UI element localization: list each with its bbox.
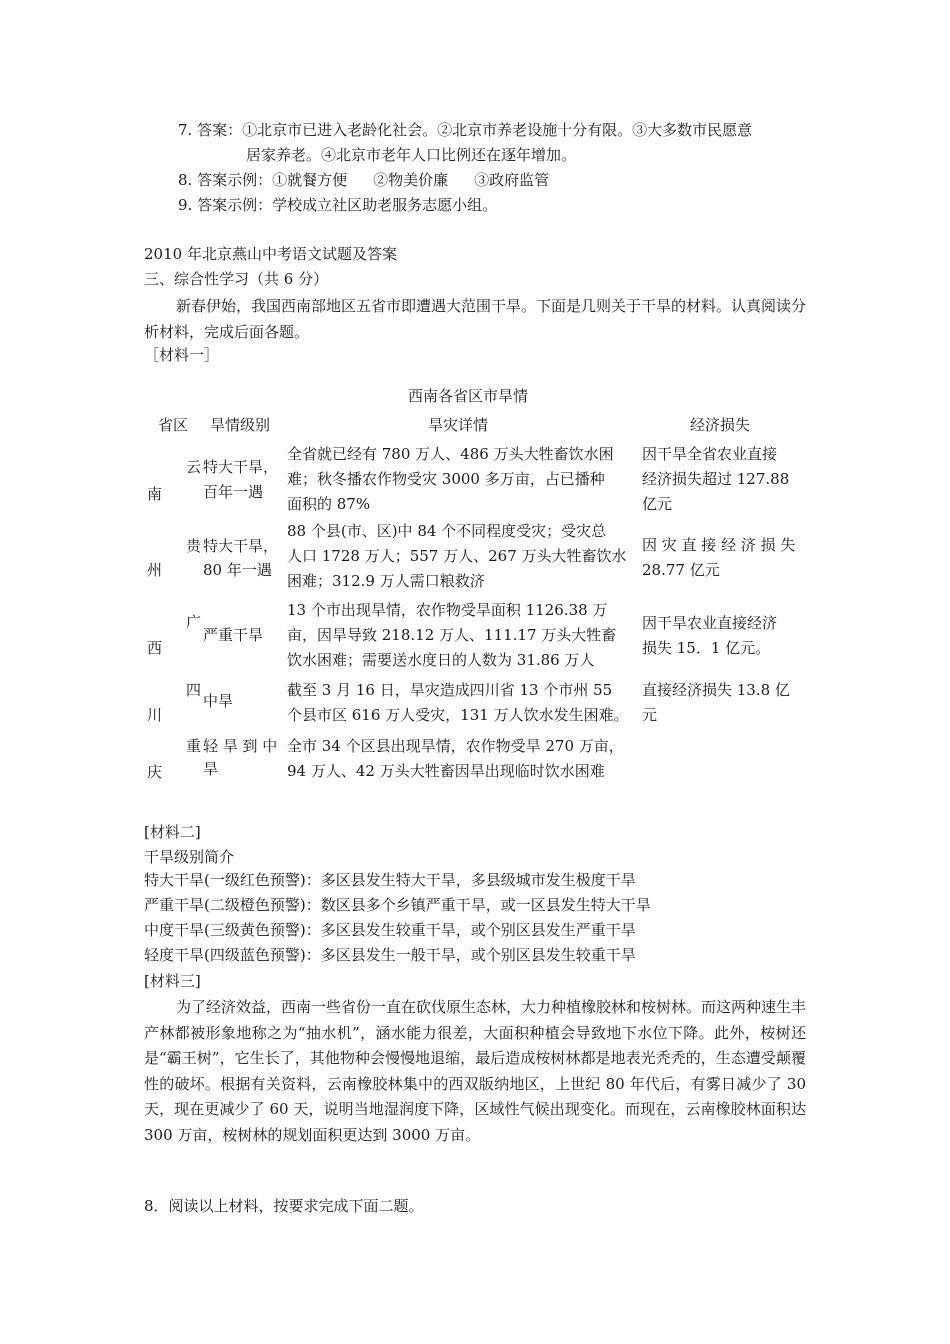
answer-7-line2: 居家养老。④北京市老年人口比例还在逐年增加。 — [246, 146, 577, 164]
answer-8-prefix: 8. 答案示例： — [178, 171, 273, 189]
drought-detail: 截至 3 月 16 日，旱灾造成四川省 13 个市州 55 — [287, 681, 613, 699]
economic-loss: 因干旱全省农业直接 — [642, 445, 778, 463]
table-title: 西南各省区市旱情 — [408, 387, 529, 405]
drought-detail: 难；秋冬播农作物受灾 3000 多万亩，占已播种 — [287, 470, 605, 488]
material2-subtitle: 干旱级别简介 — [144, 848, 235, 866]
economic-loss: 经济损失超过 127.88 — [642, 470, 790, 488]
province-char: 西 — [147, 639, 163, 657]
answer-8-option: ①就餐方便 — [272, 171, 348, 189]
drought-level: 80 年一遇 — [203, 561, 272, 579]
drought-detail: 困难；312.9 万人需口粮救济 — [287, 572, 485, 590]
economic-loss: 直接经济损失 13.8 亿 — [642, 681, 790, 699]
drought-detail: 全市 34 个区县出现旱情，农作物受旱 270 万亩， — [287, 737, 624, 755]
province-char: 川 — [147, 706, 163, 724]
material2-label: [材料二] — [144, 823, 201, 841]
material3-paragraph: 为了经济效益，西南一些省份一直在砍伐原生态林，大力种植橡胶林和桉树林。而这两种速生丰产林都被形象地称之为“抽水机”，涵水能力很差，大面积种植会导致地下水位下降。此外，桉树还是“霸王树”，它生长了，其他物种会慢慢地退缩，最后造成桉树林都是地表光秃秃的，生态遭受颠覆性的破坏。根据有关资料，云南橡胶林集中的西双版纳地区，上世纪 80 年代后，有雾日减少了 30 天，现在更减少了 60 天，说明当地湿润度下降，区域性气候出现变化。而现在，云南橡胶林面积达 300 万亩，桉树林的规划面积更达到 3000 万亩。 — [144, 998, 807, 1144]
drought-level-item: 严重干旱(二级橙色预警)：数区县多个乡镇严重干旱，或一区县发生特大干旱 — [144, 896, 651, 914]
drought-detail: 13 个市出现旱情，农作物受旱面积 1126.38 万 — [287, 601, 608, 619]
drought-level: 旱 — [203, 760, 219, 778]
drought-level: 严重干旱 — [203, 626, 264, 644]
drought-level: 百年一遇 — [203, 483, 264, 501]
drought-level-list — [144, 868, 651, 968]
province-char: 云 — [186, 458, 202, 476]
drought-level: 特大干旱， — [203, 537, 279, 555]
province-char: 庆 — [147, 763, 163, 781]
province-char: 州 — [147, 561, 163, 579]
table-header-province: 省区 — [158, 416, 189, 434]
answer-8-option: ③政府监管 — [474, 171, 550, 189]
drought-detail: 个县市区 616 万人受灾，131 万人饮水发生困难。 — [287, 706, 629, 724]
economic-loss: 元 — [642, 706, 658, 724]
economic-loss: 因干旱农业直接经济 — [642, 614, 778, 632]
material3-label: [材料三] — [144, 972, 201, 990]
question-8: 8．阅读以上材料，按要求完成下面二题。 — [144, 1197, 424, 1215]
province-char: 重 — [186, 737, 202, 755]
drought-level: 特大干旱， — [203, 458, 279, 476]
drought-detail: 面积的 87% — [287, 495, 371, 513]
drought-level: 轻 旱 到 中 — [203, 737, 278, 755]
province-char: 广 — [186, 613, 202, 631]
province-char: 南 — [147, 485, 163, 503]
economic-loss: 损失 15．1 亿元。 — [642, 639, 771, 657]
province-char: 贵 — [186, 537, 202, 555]
section-title: 三、综合性学习（共 6 分） — [144, 270, 329, 288]
material1-label: ［材料一］ — [144, 346, 220, 364]
table-header-loss: 经济损失 — [690, 416, 751, 434]
economic-loss: 28.77 亿元 — [642, 561, 720, 579]
table-header-detail: 旱灾详情 — [428, 416, 489, 434]
drought-level-item: 特大干旱(一级红色预警)：多区县发生特大干旱，多县级城市发生极度干旱 — [144, 871, 636, 889]
intro-paragraph: 新春伊始，我国西南部地区五省市即遭遇大范围干旱。下面是几则关于干旱的材料。认真阅读分析材料，完成后面各题。 — [144, 297, 807, 341]
drought-level-item: 中度干旱(三级黄色预警)：多区县发生较重干旱，或个别区县发生严重干旱 — [144, 921, 636, 939]
drought-level-item: 轻度干旱(四级蓝色预警)：多区县发生一般干旱，或个别区县发生较重干旱 — [144, 946, 636, 964]
table-header-level: 旱情级别 — [210, 416, 271, 434]
answer-8 — [178, 169, 575, 191]
answer-7-line1: 7. 答案：①北京市已进入老龄化社会。②北京市养老设施十分有限。③大多数市民愿意 — [178, 121, 753, 139]
drought-detail: 94 万人、42 万头大牲畜因旱出现临时饮水困难 — [287, 762, 605, 780]
drought-detail: 亩，因旱导致 218.12 万人、111.17 万头大牲畜 — [287, 626, 617, 644]
drought-detail: 饮水困难；需要送水度日的人数为 31.86 万人 — [287, 651, 595, 669]
drought-detail: 88 个县(市、区)中 84 个不同程度受灾；受灾总 — [287, 522, 607, 540]
drought-detail: 全省就已经有 780 万人、486 万头大牲畜饮水困 — [287, 445, 614, 463]
economic-loss: 亿元 — [642, 495, 673, 513]
answer-9: 9. 答案示例：学校成立社区助老服务志愿小组。 — [178, 196, 498, 214]
province-char: 四 — [186, 681, 202, 699]
exam-title: 2010 年北京燕山中考语文试题及答案 — [144, 245, 397, 263]
drought-detail: 人口 1728 万人；557 万人、267 万头大牲畜饮水 — [287, 547, 627, 565]
economic-loss: 因 灾 直 接 经 济 损 失 — [642, 536, 796, 554]
answer-8-option: ②物美价廉 — [373, 171, 449, 189]
drought-level: 中旱 — [203, 692, 234, 710]
